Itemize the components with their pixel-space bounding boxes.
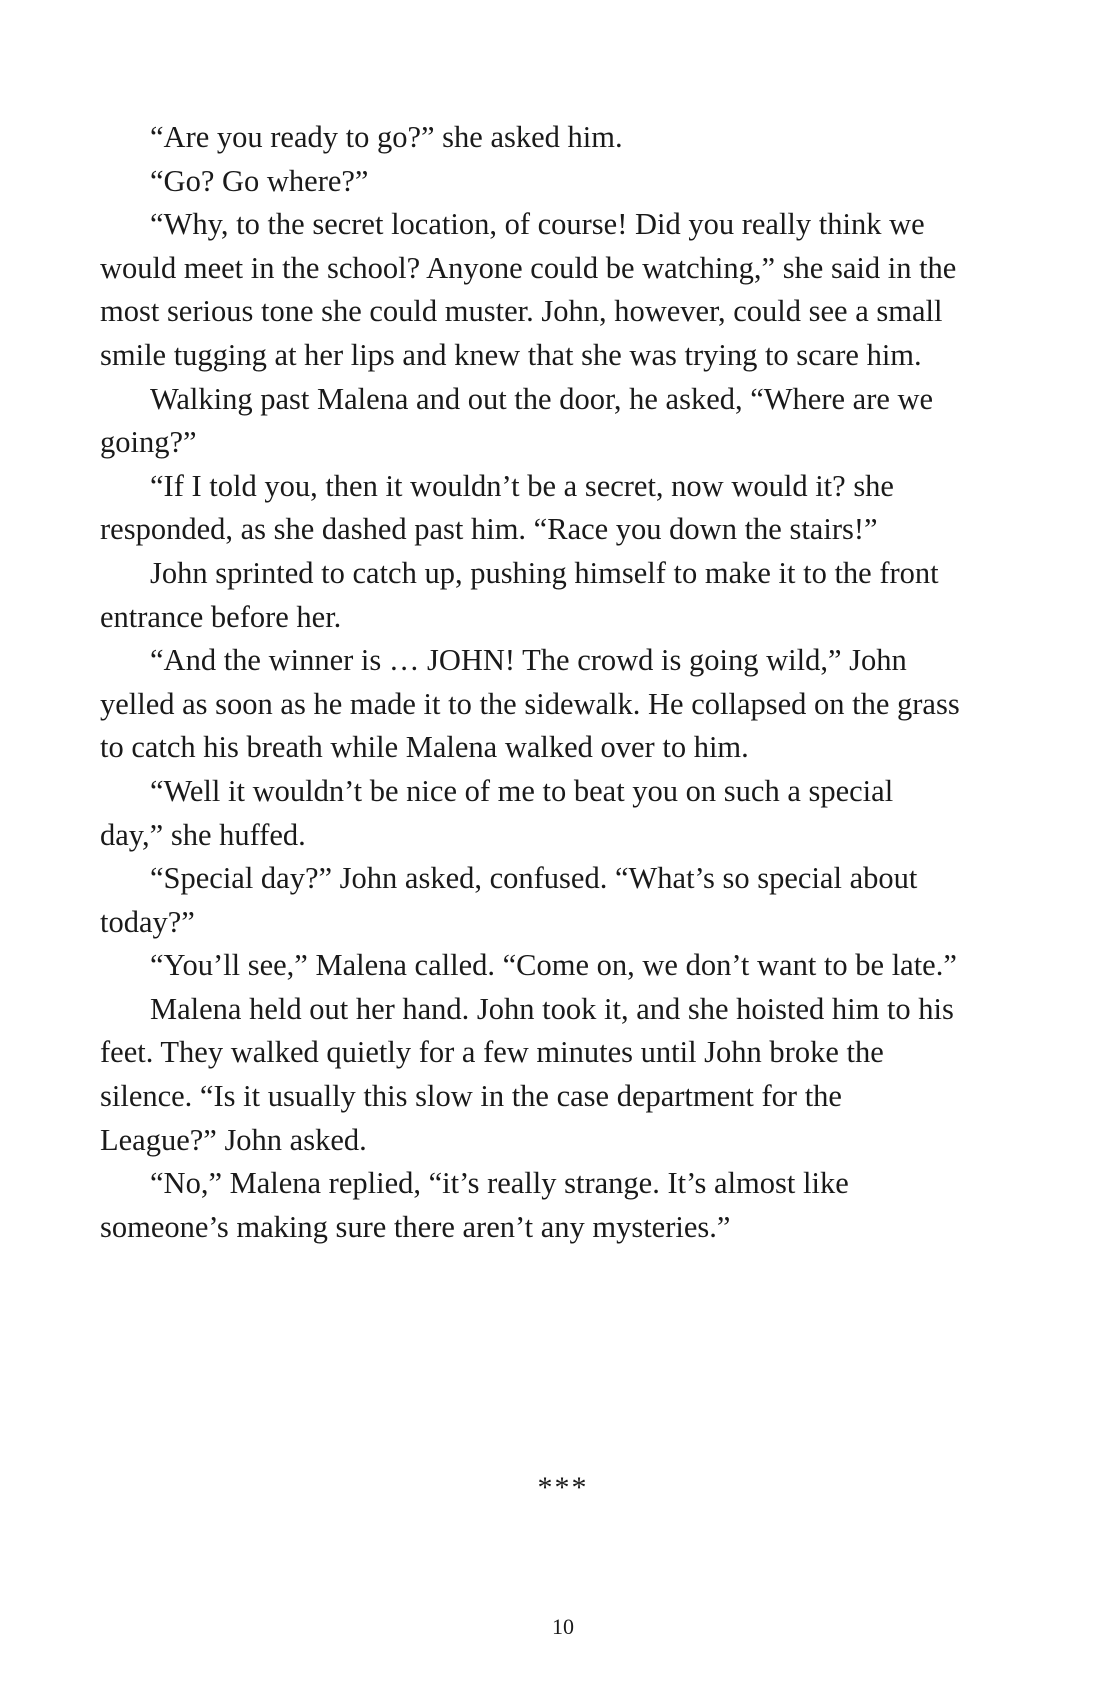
paragraph: “You’ll see,” Malena called. “Come on, we don’t want to be late.” bbox=[150, 948, 957, 983]
paragraph: Walking past Malena and out the door, he asked, “Where are we going?” bbox=[100, 381, 934, 460]
paragraph: John sprinted to catch up, pushing himself to make it to the front entrance before her. bbox=[100, 555, 939, 634]
page-number: 10 bbox=[552, 1614, 574, 1639]
paragraph: “Are you ready to go?” she asked him. bbox=[150, 120, 623, 154]
paragraph: “Special day?” John asked, confused. “What’s so special about today?” bbox=[100, 861, 918, 939]
paragraph: “Well it wouldn’t be nice of me to beat you on such a special day,” she huffed. bbox=[100, 773, 894, 852]
paragraph: “And the winner is … JOHN! The crowd is going wild,” John yelled as soon as he made it to the sidewalk. He collapsed on the grass to catch his breath while Malena walked over to him. bbox=[100, 643, 960, 765]
paragraph: “Why, to the secret location, of course! Did you really think we would meet in the school? Anyone could be watching,” she said in the most serious tone she could muster. John, however, could see a small smile tugging at her lips and knew that she was trying to scare him. bbox=[100, 207, 957, 372]
paragraph: “If I told you, then it wouldn’t be a secret, now would it? she responded, as she dashed past him. “Race you down the stairs!” bbox=[100, 468, 894, 547]
paragraph: Malena held out her hand. John took it, and she hoisted him to his feet. They walked quietly for a few minutes until John broke the silence. “Is it usually this slow in the case department for the League?” John asked. bbox=[100, 991, 954, 1157]
paragraph: “Go? Go where?” bbox=[150, 163, 369, 198]
paragraph: “No,” Malena replied, “it’s really strange. It’s almost like someone’s making sure there aren’t any mysteries.” bbox=[100, 1166, 849, 1244]
scene-break: *** bbox=[537, 1471, 589, 1504]
body-text bbox=[100, 116, 960, 1249]
